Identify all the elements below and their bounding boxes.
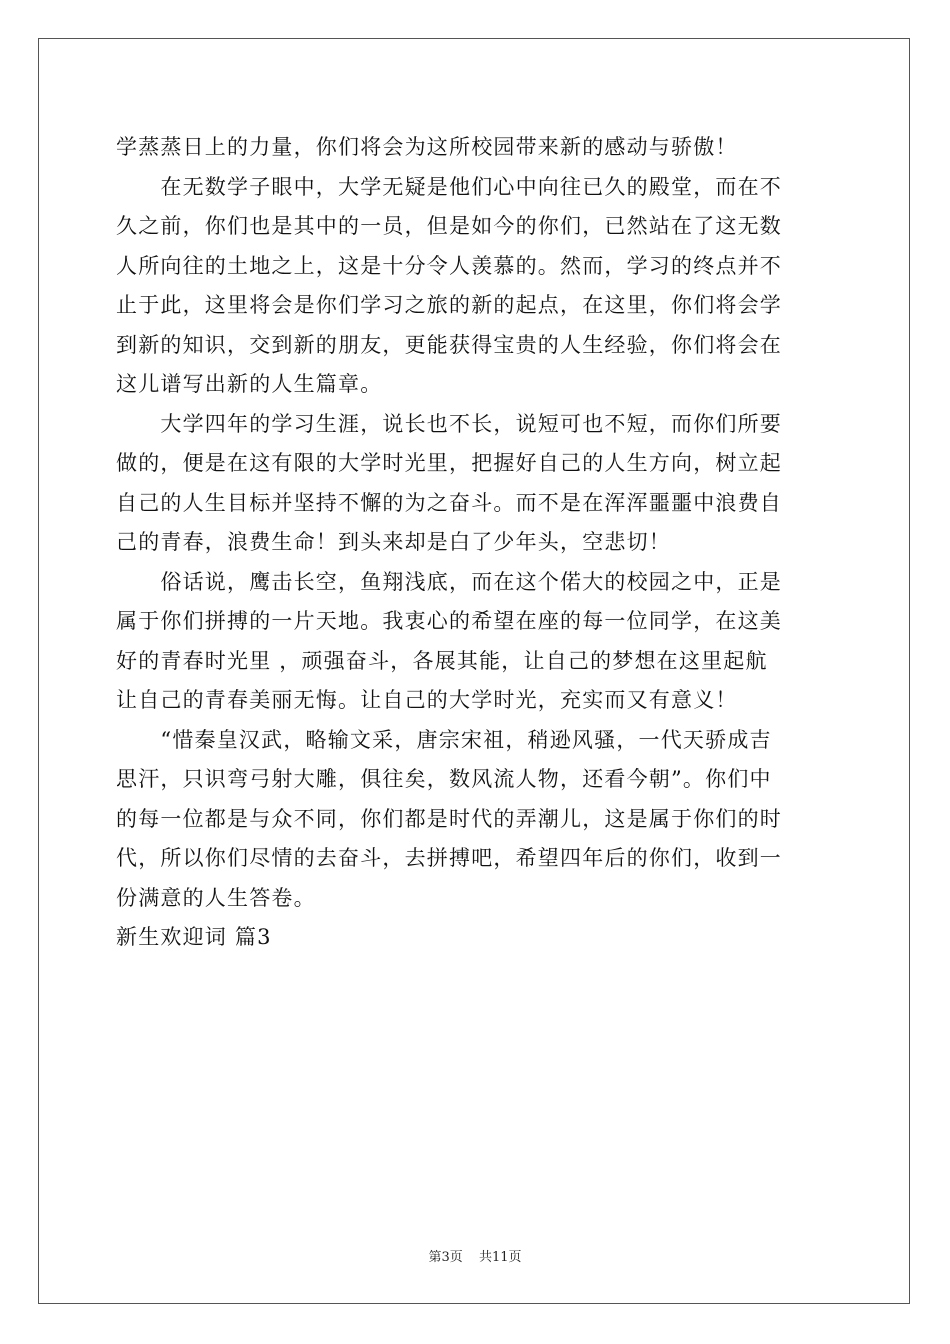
text-line: 做的，便是在这有限的大学时光里，把握好自己的人生方向，树立起 — [116, 451, 782, 475]
text-line: 大学四年的学习生涯，说长也不长，说短可也不短，而你们所要 — [116, 411, 782, 436]
text-line: “惜秦皇汉武，略输文采，唐宗宋祖，稍逊风骚，一代天骄成吉 — [116, 727, 772, 752]
text-line: 这儿谱写出新的人生篇章。 — [116, 372, 383, 396]
text-line: 属于你们拼搏的一片天地。我衷心的希望在座的每一位同学，在这美 — [116, 609, 782, 633]
document-body — [116, 128, 836, 958]
page-total: 共11页 — [478, 1250, 522, 1265]
text-line: 己的青春，浪费生命！到头来却是白了少年头，空悲切！ — [116, 530, 671, 554]
text-line: 止于此，这里将会是你们学习之旅的新的起点，在这里，你们将会学 — [116, 293, 782, 317]
text-line: 在无数学子眼中，大学无疑是他们心中向往已久的殿堂，而在不 — [116, 174, 782, 199]
text-line: 自己的人生目标并坚持不懈的为之奋斗。而不是在浑浑噩噩中浪费自 — [116, 490, 782, 515]
page-footer — [0, 1246, 950, 1265]
text-line: 人所向往的土地之上，这是十分令人羡慕的。然而，学习的终点并不 — [116, 253, 782, 278]
text-line: 好的青春时光里 ，顽强奋斗，各展其能，让自己的梦想在这里起航 — [116, 648, 768, 673]
section-heading: 新生欢迎词 篇3 — [116, 925, 272, 949]
page-number: 第3页 — [428, 1250, 463, 1265]
text-line: 让自己的青春美丽无悔。让自己的大学时光，充实而又有意义！ — [116, 688, 738, 712]
text-line: 到新的知识，交到新的朋友，更能获得宝贵的人生经验，你们将会在 — [116, 332, 782, 357]
text-line: 份满意的人生答卷。 — [116, 885, 316, 910]
text-line: 的每一位都是与众不同，你们都是时代的弄潮儿，这是属于你们的时 — [116, 806, 782, 831]
text-line: 思汗，只识弯弓射大雕，俱往矣，数风流人物，还看今朝”。你们中 — [116, 767, 772, 791]
text-line: 久之前，你们也是其中的一员，但是如今的你们，已然站在了这无数 — [116, 214, 782, 238]
text-line: 俗话说，鹰击长空，鱼翔浅底，而在这个偌大的校园之中，正是 — [116, 569, 782, 594]
text-line: 学蒸蒸日上的力量，你们将会为这所校园带来新的感动与骄傲！ — [116, 135, 738, 159]
text-line: 代，所以你们尽情的去奋斗，去拼搏吧，希望四年后的你们，收到一 — [116, 846, 782, 870]
